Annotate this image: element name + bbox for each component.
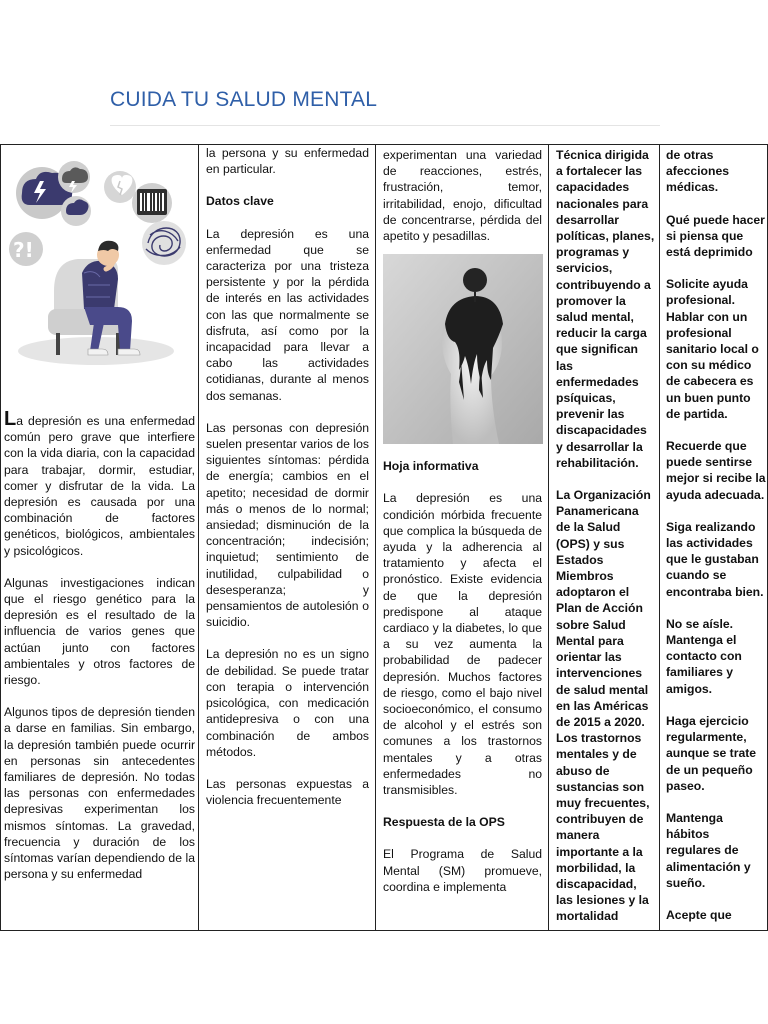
col5-paragraph-5: Haga ejercicio regularmente, aunque se trate de un pequeño paseo. <box>666 713 757 793</box>
col5-paragraph-2: Recuerde que puede sentirse mejor si recibe la ayuda adecuada. <box>666 439 766 502</box>
depressed-person-illustration <box>4 151 194 383</box>
title-divider <box>110 125 660 126</box>
col2-paragraph-4: Las personas expuestas a violencia frecuentemente <box>206 776 369 808</box>
col5-paragraph-7: Acepte que <box>666 907 732 922</box>
col1-paragraph-1: a depresión es una enfermedad común pero grave que interfiere con la vida diaria, con la capacidad para trabajar, dormir, estudiar, comer y disfrutar de la vida. La depresión es causada por una combinación de factores genéticos, biológicos, ambientales y psicológicos. <box>4 414 195 558</box>
col5-paragraph-6: Mantenga hábitos regulares de alimentación y sueño. <box>666 810 751 890</box>
que-puede-hacer-heading: Qué puede hacer si piensa que está deprimido <box>666 212 765 260</box>
drop-cap: L <box>4 408 17 430</box>
col1-paragraph-2: Algunas investigaciones indican que el riesgo genético para la depresión es el resultado de la influencia de varios genes que actúan junto con factores ambientales y otros factores de riesgo. <box>4 575 195 688</box>
col3-paragraph-1: La depresión es una condición mórbida frecuente que complica la búsqueda de ayuda y la adherencia al tratamiento y afecta el pronóstico. Existe evidencia de que la depresión predispone al ataque cardiaco y la diabetes, lo que a su vez aumenta la probabilidad de padecer depresión. Muchos factores de riesgo, como el bajo nivel socioeconómico, el consumo de alcohol y el estrés son comunes a los trastornos mentales y a otras enfermedades no transmisibles. <box>383 491 542 798</box>
content-table <box>0 144 768 931</box>
col2-paragraph-1: La depresión es una enfermedad que se caracteriza por una tristeza persistente y por la pérdida de interés en las actividades con las que normalmente se disfruta, así como por la incapacidad para llevar a cabo las actividades cotidianas, durante al menos dos semanas. <box>206 226 369 403</box>
col5-paragraph-0: de otras afecciones médicas. <box>666 148 730 195</box>
page-title: CUIDA TU SALUD MENTAL <box>110 88 378 111</box>
respuesta-ops-heading: Respuesta de la OPS <box>383 815 505 830</box>
col2-paragraph-3: La depresión no es un signo de debilidad. Se puede tratar con terapia o intervención psicológica, con medicación antidepresiva o con una combinación de ambos métodos. <box>206 647 369 759</box>
col5-paragraph-1: Solicite ayuda profesional. Hablar con un profesional sanitario local o con su médico de cabecera es un buen punto de partida. <box>666 277 759 421</box>
col3-paragraph-2: El Programa de Salud Mental (SM) promueve, coordina e implementa <box>383 847 542 894</box>
col4-paragraph-0: Técnica dirigida a fortalecer las capacidades nacionales para desarrollar políticas, planes, programas y servicios, contribuyendo a promover la salud mental, reducir la carga que significan las enfermedades psíquicas, prevenir las discapacidades y desarrollar la rehabilitación. <box>556 148 655 470</box>
column-4 <box>548 145 659 930</box>
col5-paragraph-3: Siga realizando las actividades que le gustaban cuando se encontraba bien. <box>666 519 764 599</box>
svg-text:?!: ?! <box>13 238 34 262</box>
column-1 <box>1 145 198 930</box>
column-3 <box>375 145 548 930</box>
col5-paragraph-4: No se aísle. Mantenga el contacto con familiares y amigos. <box>666 616 742 696</box>
col1-paragraph-3: Algunos tipos de depresión tienden a darse en familias. Sin embargo, la depresión también puede ocurrir en personas sin antecedentes familiares de depresión. No todas las personas con enfermedades depresivas experimentan los mismos síntomas. La gravedad, frecuencia y duración de los síntomas varían dependiendo de la persona y su enfermedad <box>4 705 195 882</box>
col2-paragraph-0: la persona y su enfermedad en particular. <box>206 146 369 177</box>
col4-paragraph-1: La Organización Panamericana de la Salud (OPS) y sus Estados Miembros adoptaron el Plan de Acción sobre Salud Mental para orientar las intervenciones de salud mental en las Américas de 2015 a 2020. Los trastornos mentales y de abuso de sustancias son muy frecuentes, contribuyen de manera importante a la morbilidad, la discapacidad, las lesiones y la mortalidad <box>556 488 651 924</box>
datos-clave-heading: Datos clave <box>206 194 274 209</box>
dripping-head-photo <box>383 254 543 444</box>
hoja-informativa-heading: Hoja informativa <box>383 459 479 474</box>
column-5 <box>659 145 768 930</box>
col2-paragraph-2: Las personas con depresión suelen presentar varios de los siguientes síntomas: pérdida de energía; cambios en el apetito; necesidad de dormir más o menos de lo normal; ansiedad; disminución de la concentración; indecisión; inquietud; sentimiento de inutilidad, culpabilidad o desesperanza; y pensamientos de autolesión o suicidio. <box>206 420 369 630</box>
col3-paragraph-0: experimentan una variedad de reacciones, estrés, frustración, temor, irritabilidad, enojo, dificultad de concentrarse, pérdida del apetito y pesadillas. <box>383 148 542 244</box>
column-2 <box>198 145 375 930</box>
